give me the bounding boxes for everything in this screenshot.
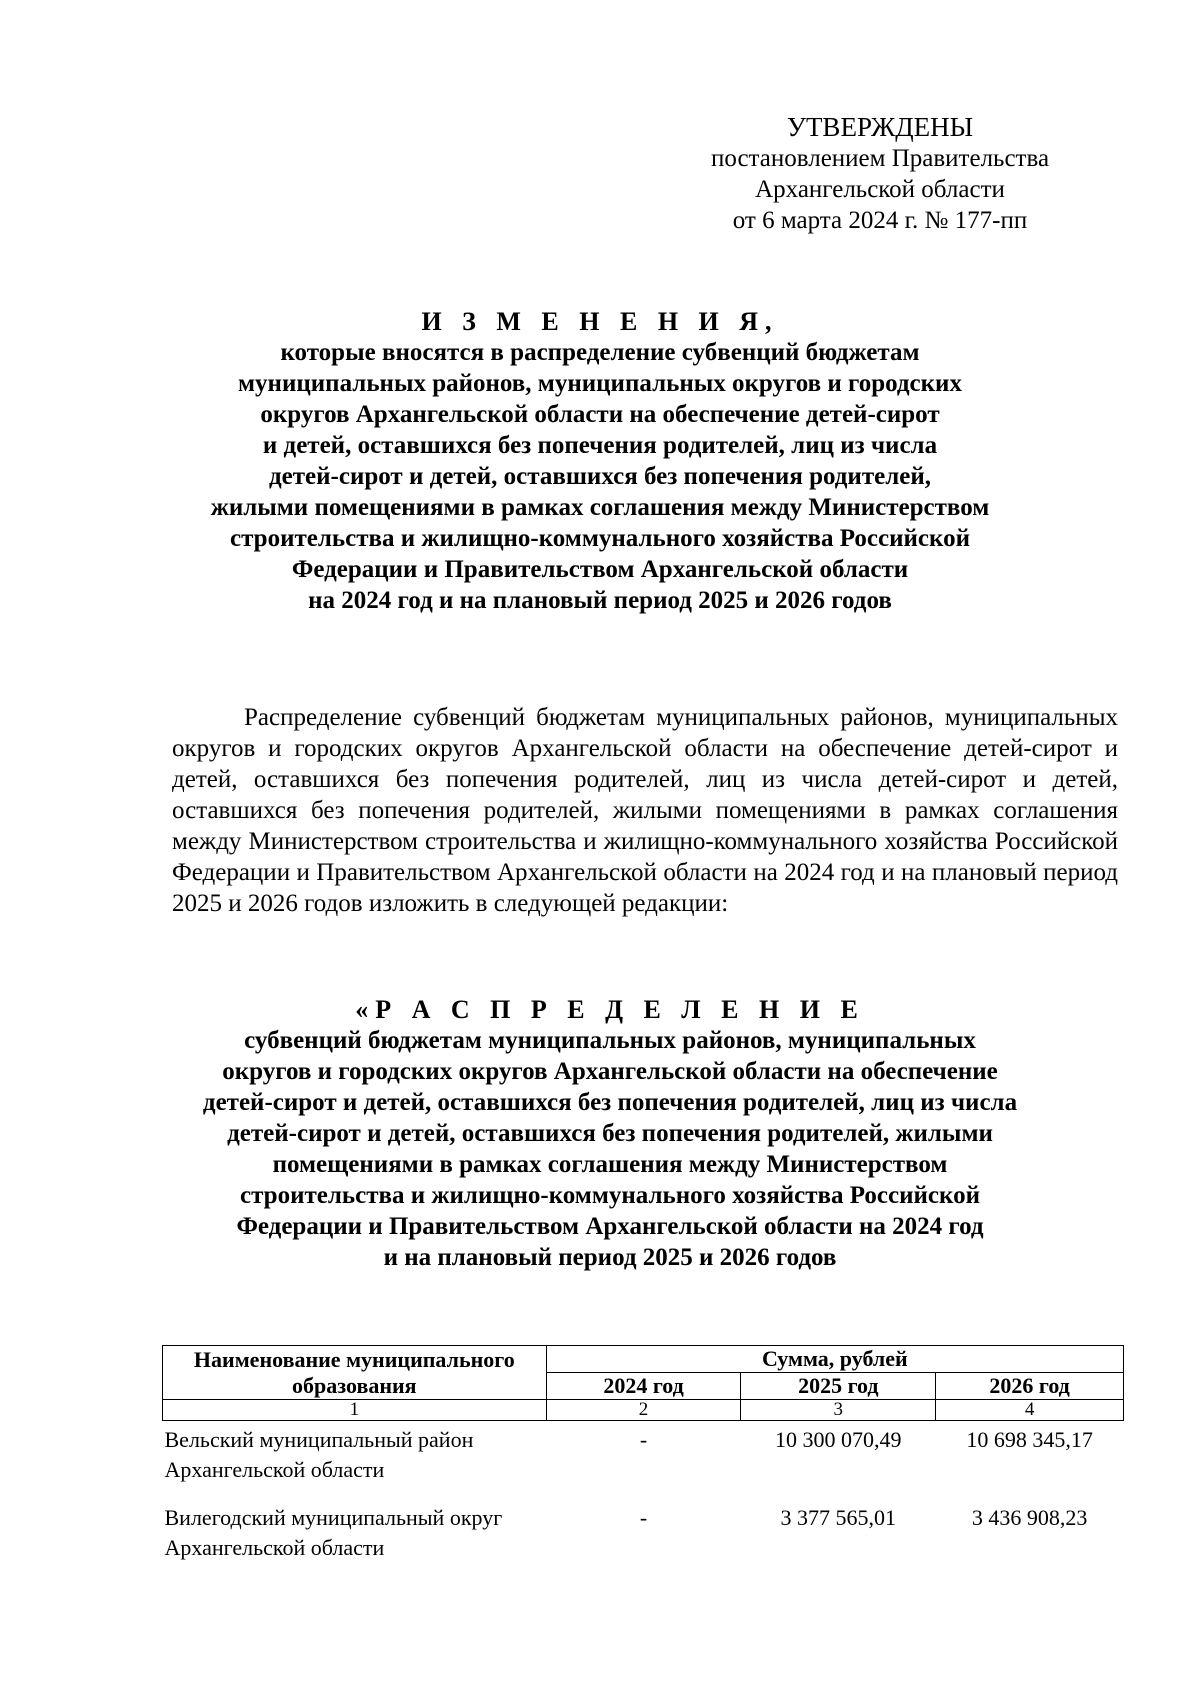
table-column-numbers-row <box>163 1400 1124 1421</box>
distribution-title <box>150 994 1070 1273</box>
approval-block <box>660 112 1100 236</box>
distribution-line: округов и городских округов Архангельской области на обеспечение <box>222 1058 998 1085</box>
table-row <box>163 1421 1124 1500</box>
distribution-line: Федерации и Правительством Архангельской области на 2024 год <box>236 1213 984 1240</box>
column-number: 3 <box>741 1400 936 1421</box>
title-line: на 2024 год и на плановый период 2025 и 2026 годов <box>308 587 892 614</box>
column-number: 4 <box>936 1400 1124 1421</box>
distribution-line: помещениями в рамках соглашения между Министерством <box>272 1151 948 1178</box>
distribution-heading: «Р А С П Р Е Д Е Л Е Н И Е <box>355 995 865 1024</box>
municipality-name: Вилегодский муниципальный округ Архангельской области <box>164 1505 503 1560</box>
title-line: детей-сирот и детей, оставшихся без попечения родителей, <box>269 463 931 490</box>
header-year-2025: 2025 год <box>741 1373 936 1400</box>
distribution-line: детей-сирот и детей, оставшихся без попечения родителей, жилыми <box>227 1120 993 1147</box>
value-2026: 10 698 345,17 <box>966 1427 1093 1452</box>
value-2025: 3 377 565,01 <box>780 1505 897 1530</box>
value-2024: - <box>639 1505 648 1530</box>
header-year-2026: 2026 год <box>936 1373 1124 1400</box>
approval-title: УТВЕРЖДЕНЫ <box>786 112 974 142</box>
value-2024: - <box>639 1427 648 1452</box>
distribution-line: детей-сирот и детей, оставшихся без попечения родителей, лиц из числа <box>202 1089 1018 1116</box>
column-number: 1 <box>163 1400 547 1421</box>
header-municipality: Наименование муниципального образования <box>163 1346 547 1400</box>
distribution-line: и на плановый период 2025 и 2026 годов <box>383 1244 837 1271</box>
distribution-line: субвенций бюджетам муниципальных районов, муниципальных <box>244 1027 976 1054</box>
value-2026: 3 436 908,23 <box>971 1505 1088 1530</box>
approval-date: от 6 марта 2024 г. № 177-пп <box>732 207 1028 234</box>
title-line: жилыми помещениями в рамках соглашения между Министерством <box>210 494 990 521</box>
approval-line: постановлением Правительства <box>710 145 1050 172</box>
intro-paragraph: Распределение субвенций бюджетам муниципальных районов, муниципальных округов и городских округов Архангельской области на обеспечение детей-сирот и детей, оставшихся без попечения родителей, лиц из числа детей-сирот и детей, оставшихся без попечения родителей, жилыми помещениями в рамках соглашения между Министерством строительства и жилищно-коммунального хозяйства Российской Федерации и Правительством Архангельской области на 2024 год и на плановый период 2025 и 2026 годов изложить в следующей редакции: <box>172 704 1118 917</box>
table-row <box>163 1499 1124 1577</box>
header-sum: Сумма, рублей <box>546 1346 1123 1373</box>
column-number: 2 <box>546 1400 741 1421</box>
subsidy-table <box>162 1345 1124 1577</box>
title-line: которые вносятся в распределение субвенций бюджетам <box>280 339 920 366</box>
title-line: Федерации и Правительством Архангельской области <box>291 556 909 583</box>
value-2025: 10 300 070,49 <box>775 1427 902 1452</box>
distribution-line: строительства и жилищно-коммунального хозяйства Российской <box>240 1182 980 1209</box>
municipality-name: Вельский муниципальный район Архангельской области <box>164 1427 474 1482</box>
approval-line: Архангельской области <box>755 176 1005 203</box>
title-heading: И З М Е Н Е Н И Я, <box>421 307 779 336</box>
header-year-2024: 2024 год <box>546 1373 741 1400</box>
title-line: округов Архангельской области на обеспечение детей-сирот <box>260 401 940 428</box>
document-title <box>150 306 1050 616</box>
title-line: муниципальных районов, муниципальных округов и городских <box>238 370 962 397</box>
title-line: и детей, оставшихся без попечения родителей, лиц из числа <box>262 432 938 459</box>
table-header-row <box>163 1346 1124 1373</box>
title-line: строительства и жилищно-коммунального хозяйства Российской <box>230 525 970 552</box>
